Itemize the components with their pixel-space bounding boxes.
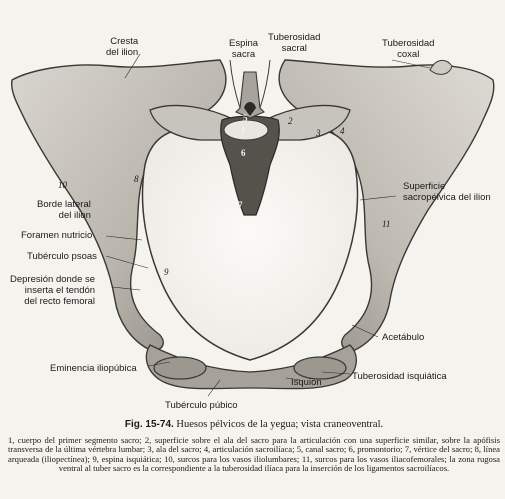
- left-pubic-knob: [154, 357, 206, 379]
- number-3: 3: [316, 128, 321, 138]
- number-9: 9: [164, 267, 169, 277]
- sacral-body-face: [224, 120, 268, 140]
- label-espina-sacra: Espina sacra: [229, 38, 259, 60]
- caption-figure-number: Fig. 15-74.: [124, 419, 174, 430]
- number-6: 6: [241, 148, 246, 158]
- figure-caption: [12, 419, 496, 430]
- label-superficie-sacropelvica: Superficie sacropélvica del ilion: [403, 181, 491, 203]
- label-eminencia-iliopubica: Eminencia iliopúbica: [50, 363, 137, 374]
- caption-title: Huesos pélvicos de la yegua; vista craneoventral.: [176, 419, 384, 430]
- label-acetabulo: Acetábulo: [382, 332, 425, 343]
- number-11: 11: [382, 219, 391, 229]
- number-1: 1: [241, 125, 246, 135]
- label-depresion-recto-femoral: Depresión donde se inserta el tendón del recto femoral: [10, 274, 96, 307]
- label-tuberculo-psoas: Tubérculo psoas: [27, 251, 97, 262]
- label-foramen-nutricio: Foramen nutricio: [21, 230, 93, 241]
- label-cresta-ilion: Cresta del ilion: [106, 36, 139, 58]
- number-5: 5: [243, 113, 248, 123]
- label-tuberculo-pubico: Tubérculo púbico: [165, 400, 238, 411]
- label-tuberosidad-isquiatica: Tuberosidad isquiática: [352, 371, 447, 382]
- label-tuberosidad-sacral: Tuberosidad sacral: [268, 32, 321, 54]
- label-tuberosidad-coxal: Tuberosidad coxal: [382, 38, 435, 60]
- label-borde-lateral: Borde lateral del ilion: [37, 199, 91, 221]
- tuber-coxae: [430, 60, 452, 74]
- label-isquion: Isquion: [291, 377, 322, 388]
- right-pubic-knob: [294, 357, 346, 379]
- number-8: 8: [134, 174, 139, 184]
- number-4: 4: [340, 126, 345, 136]
- number-7: 7: [238, 200, 243, 210]
- number-10: 10: [58, 180, 67, 190]
- figure-legend: 1, cuerpo del primer segmento sacro; 2, superficie sobre el ala del sacro para la articulación con una superficie similar, sobre la apófisis transversa de la última vértebra lumbar; 3, ala del sacro; 4, articulación sacroilíaca; 5, canal sacro; 6, promontorio; 7, vértice del sacro; 8, línea arqueada (iliopectínea); 9, espina isquiática; 10, surcos para los vasos iliolumbares; 11, surcos para los vasos iliacofemorales; la zona rugosa ventral al tuber sacro es la correspondiente a la tuberosidad ilíaca para la inserción de los ligamentos sacroilíacos.: [8, 435, 500, 474]
- number-2: 2: [288, 116, 293, 126]
